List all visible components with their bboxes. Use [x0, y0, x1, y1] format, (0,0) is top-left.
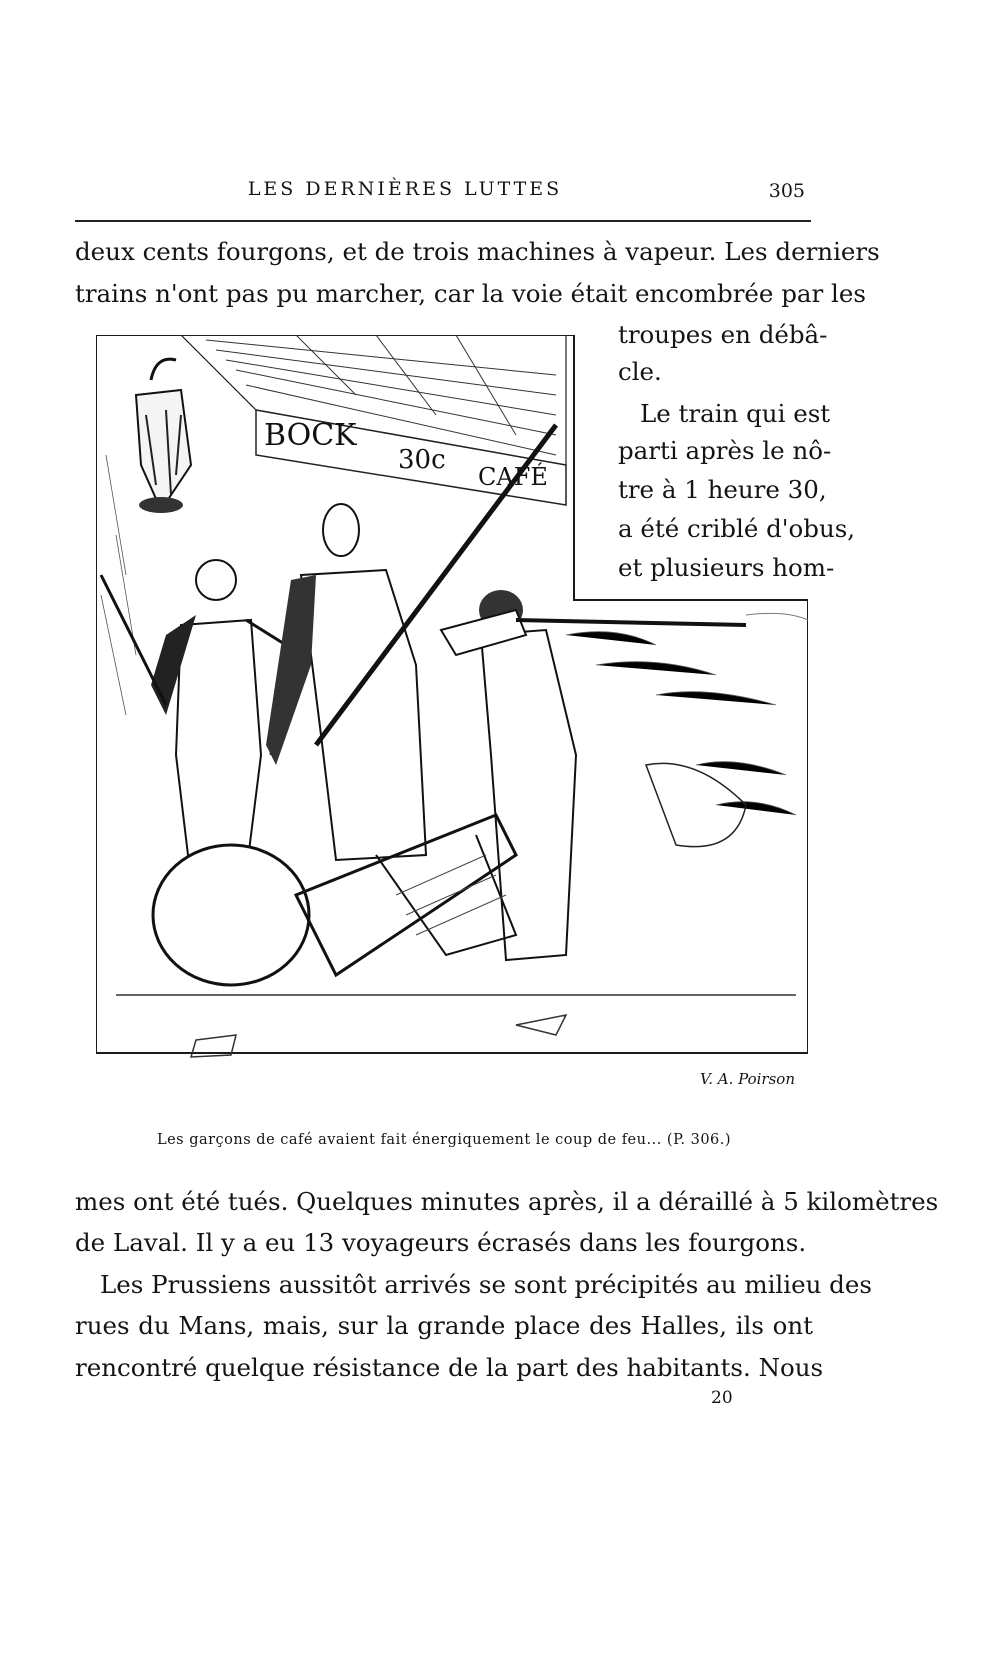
artist-signature: V. A. Poirson — [700, 1070, 795, 1088]
illustration — [96, 335, 808, 1110]
awning-bock: BOCK — [264, 418, 357, 453]
side-text-line: troupes en débâ- — [618, 320, 828, 349]
side-text-line: parti après le nô- — [618, 436, 832, 465]
page-number: 305 — [768, 180, 805, 202]
text-line: rencontré quelque résistance de la part des habitants. Nous — [75, 1353, 824, 1382]
header-rule — [75, 220, 811, 222]
awning-cafe: CAFÉ — [478, 463, 548, 491]
figure-caption: Les garçons de café avaient fait énergiquement le coup de feu... (P. 306.) — [156, 1132, 732, 1148]
engraving-illustration — [96, 335, 808, 1110]
signature-mark: 20 — [711, 1388, 733, 1408]
text-line: mes ont été tués. Quelques minutes après, il a déraillé à 5 kilomètres — [75, 1187, 939, 1216]
running-head — [75, 178, 805, 204]
text-line: de Laval. Il y a eu 13 voyageurs écrasés dans les fourgons. — [75, 1228, 807, 1257]
text-line: deux cents fourgons, et de trois machines à vapeur. Les derniers — [75, 237, 880, 266]
side-text-line: tre à 1 heure 30, — [618, 475, 827, 504]
side-text-line: cle. — [618, 357, 662, 386]
side-text-line: et plusieurs hom- — [618, 553, 835, 582]
text-line: Les Prussiens aussitôt arrivés se sont précipités au milieu des — [100, 1270, 872, 1299]
side-text-line: Le train qui est — [640, 399, 831, 428]
text-line: trains n'ont pas pu marcher, car la voie était encombrée par les — [75, 279, 866, 308]
running-title: LES DERNIÈRES LUTTES — [247, 178, 563, 200]
text-line: rues du Mans, mais, sur la grande place des Halles, ils ont — [75, 1311, 813, 1340]
side-text-line: a été criblé d'obus, — [618, 514, 856, 543]
awning-price: 30c — [398, 445, 446, 475]
